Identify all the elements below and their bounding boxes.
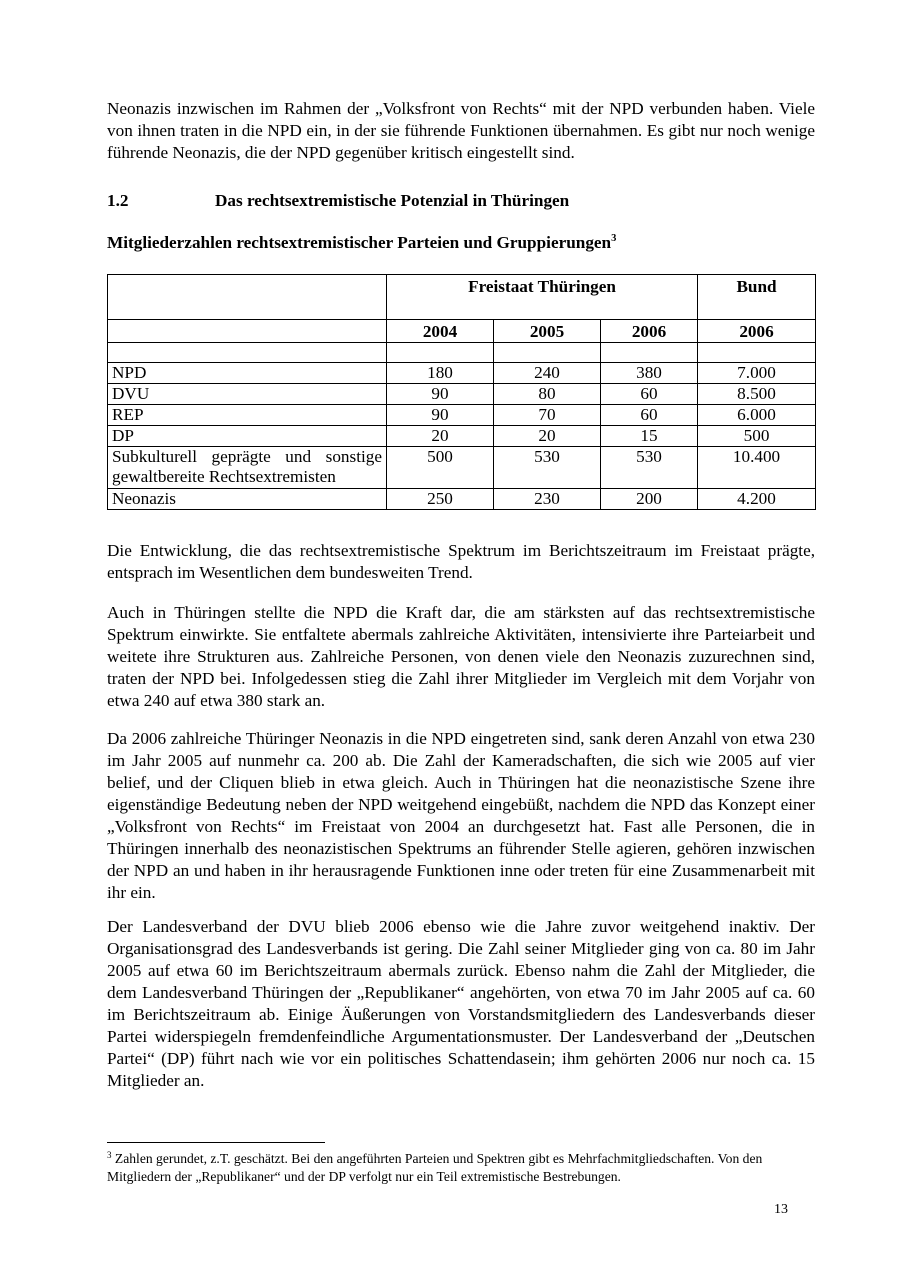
table-title — [107, 232, 616, 254]
footnote-ref: 3 — [611, 233, 617, 244]
cell-2006: 60 — [601, 405, 698, 426]
cell-2004: 90 — [387, 405, 494, 426]
footnote-marker: 3 — [107, 1150, 112, 1160]
year-header: 2004 — [387, 320, 494, 343]
cell-bund-2006: 4.200 — [698, 489, 816, 510]
cell-bund-2006: 6.000 — [698, 405, 816, 426]
footnote-divider — [107, 1142, 325, 1143]
table-title-text: Mitgliederzahlen rechtsextremistischer Parteien und Gruppierungen — [107, 233, 612, 252]
year-header: 2006 — [698, 320, 816, 343]
cell-2005: 240 — [494, 363, 601, 384]
cell-2004: 250 — [387, 489, 494, 510]
page-number: 13 — [774, 1202, 788, 1217]
cell-2005: 20 — [494, 426, 601, 447]
table-corner-cell — [108, 275, 387, 320]
cell-2004: 180 — [387, 363, 494, 384]
year-header: 2005 — [494, 320, 601, 343]
header-bund: Bund — [698, 275, 816, 320]
header-freistaat: Freistaat Thüringen — [387, 275, 698, 320]
cell-2004: 500 — [387, 447, 494, 489]
body-paragraph: Der Landesverband der DVU blieb 2006 ebenso wie die Jahre zuvor weitgehend inaktiv. Der Organisationsgrad des Landesverbands ist gering. Die Zahl seiner Mitglieder ging von ca. 80 im Jahr 2005 auf etwa 60 im Berichtszeitraum abermals zurück. Ebenso nahm die Zahl der Mitglieder, die dem Landesverband Thüringen der „Republikaner“ angehörten, von etwa 70 im Jahr 2005 auf ca. 60 im Berichtszeitraum ab. Einige Äußerungen von Vorstandsmitgliedern des Landesverbands dieser Partei widerspiegeln fremdenfeindliche Argumentationsmuster. Der Landesverband der „Deutschen Partei“ (DP) führt nach wie vor ein politisches Schattendasein; ihm gehörten 2006 nur noch ca. 15 Mitglieder an. — [107, 917, 815, 1090]
intro-paragraph: Neonazis inzwischen im Rahmen der „Volksfront von Rechts“ mit der NPD verbunden haben. Viele von ihnen traten in die NPD ein, in der sie führende Funktionen übernahmen. Es gibt nur noch wenige führende Neonazis, die der NPD gegenüber kritisch eingestellt sind. — [107, 99, 815, 162]
cell-bund-2006: 7.000 — [698, 363, 816, 384]
row-label: Neonazis — [108, 489, 387, 510]
table-year-header-row — [108, 320, 816, 343]
table-row — [108, 405, 816, 426]
cell-2006: 15 — [601, 426, 698, 447]
cell-2005: 230 — [494, 489, 601, 510]
body-paragraph: Auch in Thüringen stellte die NPD die Kraft dar, die am stärksten auf das rechtsextremistische Spektrum einwirkte. Sie entfaltete abermals zahlreiche Aktivitäten, intensivierte ihre Parteiarbeit und weitete ihre Strukturen aus. Zahlreiche Personen, von denen viele den Neonazis zuzurechnen sind, traten der NPD bei. Infolgedessen stieg die Zahl ihrer Mitglieder im Vergleich mit dem Vorjahr von etwa 240 auf etwa 380 stark an. — [107, 603, 815, 710]
table-row — [108, 363, 816, 384]
section-number: 1.2 — [107, 191, 129, 210]
section-title: Das rechtsextremistische Potenzial in Thüringen — [215, 191, 570, 210]
cell-2004: 90 — [387, 384, 494, 405]
table-row — [108, 489, 816, 510]
cell-2005: 70 — [494, 405, 601, 426]
table-row — [108, 447, 816, 489]
footnote-text: Zahlen gerundet, z.T. geschätzt. Bei den angeführten Parteien und Spektren gibt es Mehrfachmitgliedschaften. Von den Mitgliedern der „Republikaner“ und der DP verfolgt nur ein Teil extremistische Bestrebungen. — [107, 1151, 763, 1184]
row-label: DVU — [108, 384, 387, 405]
year-corner-cell — [108, 320, 387, 343]
table-row — [108, 426, 816, 447]
cell-2006: 530 — [601, 447, 698, 489]
spacer-cell — [108, 343, 387, 363]
cell-bund-2006: 500 — [698, 426, 816, 447]
footnote — [107, 1150, 815, 1186]
cell-2004: 20 — [387, 426, 494, 447]
row-label: DP — [108, 426, 387, 447]
cell-2006: 60 — [601, 384, 698, 405]
cell-bund-2006: 10.400 — [698, 447, 816, 489]
spacer-cell — [601, 343, 698, 363]
spacer-cell — [387, 343, 494, 363]
row-label: Subkulturell geprägte und sonstige gewaltbereite Rechtsextremisten — [108, 447, 387, 489]
spacer-cell — [698, 343, 816, 363]
body-paragraph: Da 2006 zahlreiche Thüringer Neonazis in die NPD eingetreten sind, sank deren Anzahl von etwa 230 im Jahr 2005 auf nunmehr ca. 200 ab. Die Zahl der Kameradschaften, die sich wie 2005 auf vier belief, und der Cliquen blieb in etwa gleich. Auch in Thüringen hat die neonazistische Szene ihre eigenständige Bedeutung neben der NPD weitgehend eingebüßt, nachdem die NPD das Konzept einer „Volksfront von Rechts“ im Freistaat von 2004 an durchgesetzt hat. Fast alle Personen, die in Thüringen innerhalb des neonazistischen Spektrums an führender Stelle agieren, gehören inzwischen der NPD an und haben in ihr herausragende Funktionen inne oder treten für eine Zusammenarbeit mit ihr ein. — [107, 729, 815, 902]
cell-2006: 200 — [601, 489, 698, 510]
membership-table — [107, 274, 816, 510]
cell-bund-2006: 8.500 — [698, 384, 816, 405]
table-row — [108, 384, 816, 405]
cell-2006: 380 — [601, 363, 698, 384]
table-group-header-row — [108, 275, 816, 320]
body-paragraph: Die Entwicklung, die das rechtsextremistische Spektrum im Berichtszeitraum im Freistaat prägte, entsprach im Wesentlichen dem bundesweiten Trend. — [107, 541, 815, 582]
row-label: REP — [108, 405, 387, 426]
spacer-cell — [494, 343, 601, 363]
table-spacer-row — [108, 343, 816, 363]
row-label: NPD — [108, 363, 387, 384]
cell-2005: 80 — [494, 384, 601, 405]
cell-2005: 530 — [494, 447, 601, 489]
year-header: 2006 — [601, 320, 698, 343]
